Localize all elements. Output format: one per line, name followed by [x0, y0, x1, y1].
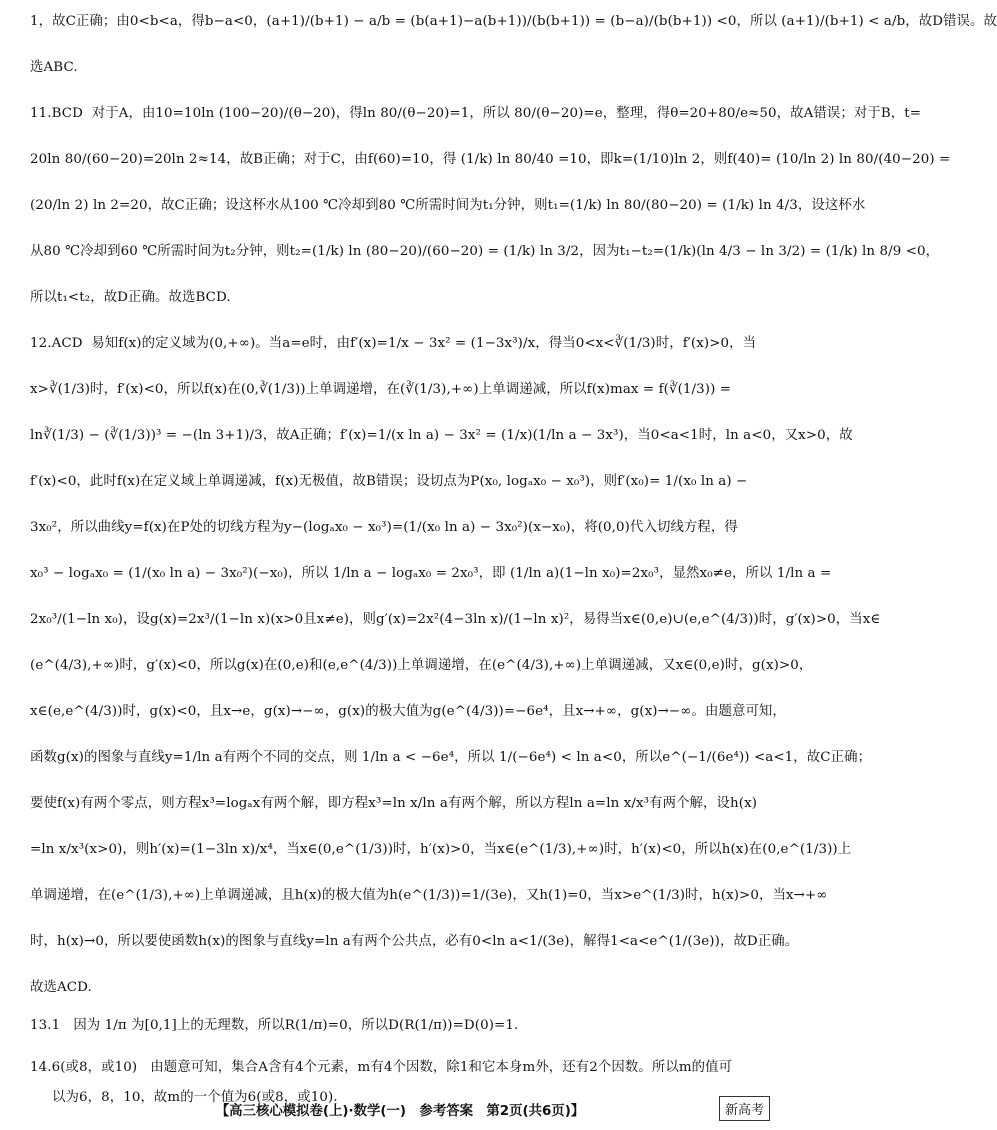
q11-text-1: 对于A，由10=10ln (100−20)/(θ−20)，得ln 80/(θ−20)=1，所以 80/(θ−20)=e，整理，得θ=20+80/e≈50，故A错误；对于B，t=: [91, 106, 922, 121]
q11-line-5: 所以t₁<t₂，故D正确。故选BCD.: [30, 290, 231, 305]
q12-line-8: (e^(4/3),+∞)时，g′(x)<0，所以g(x)在(0,e)和(e,e^(4/3))上单调递增，在(e^(4/3),+∞)上单调递减，又x∈(0,e)时，g(x)>0，: [30, 658, 813, 673]
q11-number: 11.: [30, 106, 52, 121]
edition-badge: 新高考: [719, 1096, 770, 1121]
q11-block: [30, 106, 951, 306]
q11-answer: BCD: [51, 106, 83, 121]
q13-text: 因为 1/π 为[0,1]上的无理数，所以R(1/π)=0，所以D(R(1/π))=D(0)=1.: [73, 1018, 519, 1033]
q13-answer: 1: [51, 1018, 61, 1033]
q13-number: 13.: [30, 1018, 52, 1033]
q11-line-4: 从80 ℃冷却到60 ℃所需时间为t₂分钟，则t₂=(1/k) ln (80−20)/(60−20) = (1/k) ln 3/2，因为t₁−t₂=(1/k)(ln 4/3 − ln 3/2) = (1/k) ln 8/9 <0，: [30, 244, 940, 259]
q11-line-2: 20ln 80/(60−20)=20ln 2≈14，故B正确；对于C，由f(60)=10，得 (1/k) ln 80/40 =10，即k=(1/10)ln 2，则f(40)= (10/ln 2) ln 80/(40−20) =: [30, 152, 951, 167]
q12-line-11: 要使f(x)有两个零点，则方程x³=logₐx有两个解，即方程x³=ln x/ln a有两个解，所以方程ln a=ln x/x³有两个解，设h(x): [30, 796, 758, 811]
q12-line-1: [30, 336, 770, 352]
q12-text-1: 易知f(x)的定义域为(0,+∞)。当a=e时，由f′(x)=1/x − 3x² = (1−3x³)/x，得当0<x<∛(1/3)时，f′(x)>0，当: [91, 336, 757, 351]
page-footer: 【高三核心模拟卷(上)·数学(一) 参考答案 第2页(共6页)】: [215, 1104, 585, 1119]
q14-answer: 6(或8，或10): [51, 1060, 138, 1075]
q13-block: [30, 1018, 770, 1034]
q12-line-3: ln∛(1/3) − (∛(1/3))³ = −(ln 3+1)/3，故A正确；f′(x)=1/(x ln a) − 3x² = (1/x)(1/ln a − 3x³)，当0<a<1时，ln a<0，又x>0，故: [30, 428, 853, 443]
q12-line-15: 故选ACD.: [30, 980, 92, 995]
q12-line-7: 2x₀³/(1−ln x₀)，设g(x)=2x³/(1−ln x)(x>0且x≠e)，则g′(x)=2x²(4−3ln x)/(1−ln x)²，易得当x∈(0,e)∪(e,e^(4/3))时，g′(x)>0，当x∈: [30, 612, 881, 627]
q12-number: 12.: [30, 336, 52, 351]
q11-line-3: (20/ln 2) ln 2=20，故C正确；设这杯水从100 ℃冷却到80 ℃所需时间为t₁分钟，则t₁=(1/k) ln 80/(80−20) = (1/k) ln 4/3，设这杯水: [30, 198, 866, 213]
q14-number: 14.: [30, 1060, 52, 1075]
q10-line-2: 选ABC.: [30, 60, 78, 75]
q12-answer: ACD: [51, 336, 83, 351]
q14-text-1: 由题意可知，集合A含有4个元素，m有4个因数，除1和它本身m外，还有2个因数。所以m的值可: [150, 1060, 733, 1075]
q12-line-6: x₀³ − logₐx₀ = (1/(x₀ ln a) − 3x₀²)(−x₀)，所以 1/ln a − logₐx₀ = 2x₀³，即 (1/ln a)(1−ln x₀)=2x₀³，显然x₀≠e，所以 1/ln a =: [30, 566, 832, 581]
q12-line-4: f′(x)<0，此时f(x)在定义域上单调递减，f(x)无极值，故B错误；设切点为P(x₀, logₐx₀ − x₀³)，则f′(x₀)= 1/(x₀ ln a) −: [30, 474, 748, 489]
q12-line-13: 单调递增，在(e^(1/3),+∞)上单调递减，且h(x)的极大值为h(e^(1/3))=1/(3e)，又h(1)=0，当x>e^(1/3)时，h(x)>0，当x→+∞: [30, 888, 828, 903]
q10-continued: [30, 14, 997, 76]
q12-line-9: x∈(e,e^(4/3))时，g(x)<0，且x→e，g(x)→−∞，g(x)的极大值为g(e^(4/3))=−6e⁴，且x→+∞，g(x)→−∞。由题意可知，: [30, 704, 786, 719]
q14-line-2: 以为6，8，10，故m的一个值为6(或8，或10).: [52, 1090, 338, 1105]
q12-block: [30, 336, 881, 996]
q12-line-2: x>∛(1/3)时，f′(x)<0，所以f(x)在(0,∛(1/3))上单调递增，在(∛(1/3),+∞)上单调递减，所以f(x)max = f(∛(1/3)) =: [30, 382, 732, 397]
q12-line-5: 3x₀²，所以曲线y=f(x)在P处的切线方程为y−(logₐx₀ − x₀³)=(1/(x₀ ln a) − 3x₀²)(x−x₀)，将(0,0)代入切线方程，得: [30, 520, 738, 535]
q12-line-14: 时，h(x)→0，所以要使函数h(x)的图象与直线y=ln a有两个公共点，必有0<ln a<1/(3e)，解得1<a<e^(1/(3e))，故D正确。: [30, 934, 799, 949]
q10-line-1: 1，故C正确；由0<b<a，得b−a<0，(a+1)/(b+1) − a/b = (b(a+1)−a(b+1))/(b(b+1)) = (b−a)/(b(b+1)) <0，所以 (a+1)/(b+1) < a/b，故D错误。故: [30, 14, 997, 29]
q12-line-10: 函数g(x)的图象与直线y=1/ln a有两个不同的交点，则 1/ln a < −6e⁴，所以 1/(−6e⁴) < ln a<0，所以e^(−1/(6e⁴)) <a<1，故C正确；: [30, 750, 872, 765]
q12-line-12: =ln x/x³(x>0)，则h′(x)=(1−3ln x)/x⁴，当x∈(0,e^(1/3))时，h′(x)>0，当x∈(e^(1/3),+∞)时，h′(x)<0，所以h(x)在(0,e^(1/3))上: [30, 842, 852, 857]
q14-line-1: [30, 1060, 770, 1076]
q11-line-1: [30, 106, 922, 122]
